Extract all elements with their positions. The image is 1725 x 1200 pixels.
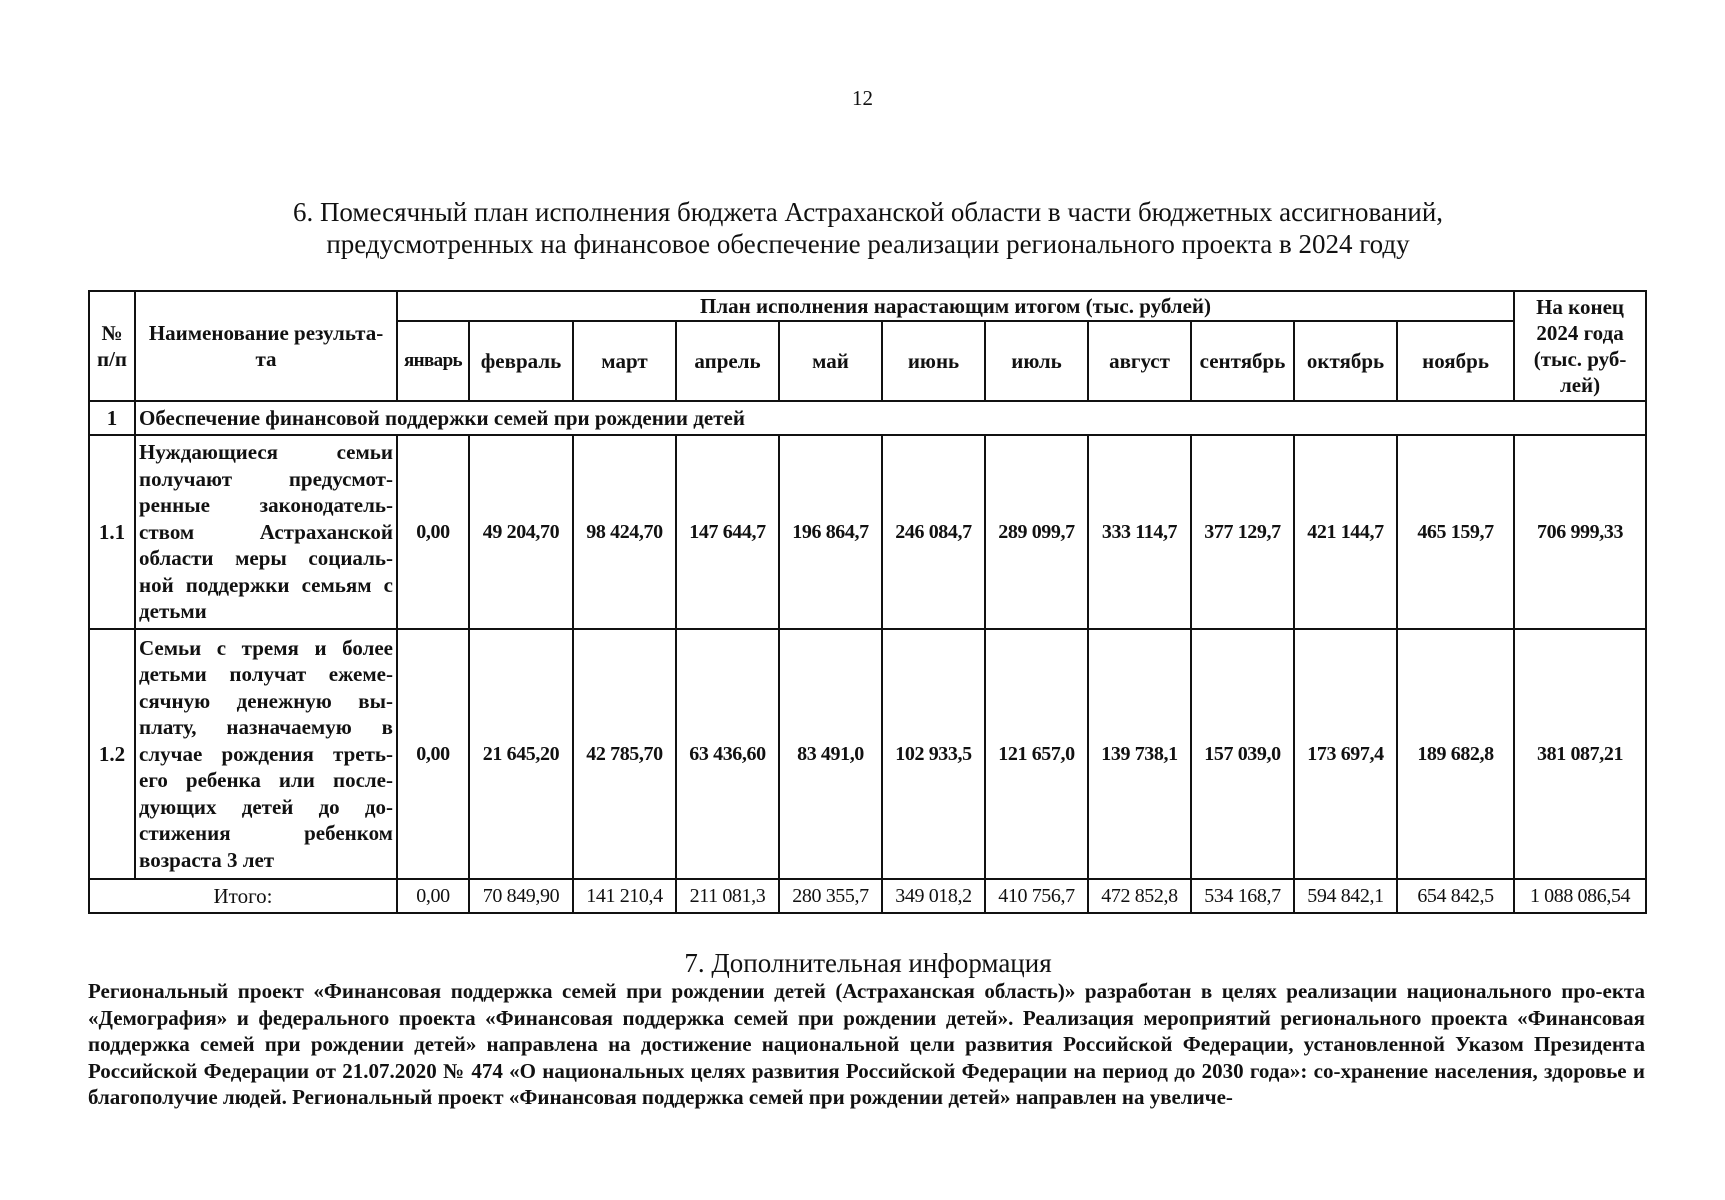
row-value: 157 039,0 [1191,629,1294,879]
header-month: октябрь [1294,321,1397,401]
header-name: Наименование результа-та [135,291,397,401]
row-value: 196 864,7 [779,435,882,629]
row-value: 63 436,60 [676,629,779,879]
row-value: 102 933,5 [882,629,985,879]
row-num: 1.1 [89,435,135,629]
header-month: август [1088,321,1191,401]
row-value: 21 645,20 [469,629,573,879]
section-6-title-line-1: 6. Помесячный план исполнения бюджета Астраханской области в части бюджетных ассигнований, [292,197,1444,227]
total-end-of-year: 1 088 086,54 [1514,879,1646,913]
header-month: сентябрь [1191,321,1294,401]
budget-plan-table [88,290,1647,914]
table-row [89,435,1646,629]
row-value: 377 129,7 [1191,435,1294,629]
row-value: 465 159,7 [1397,435,1514,629]
header-plan-group: План исполнения нарастающим итогом (тыс. рублей) [397,291,1514,321]
total-value: 410 756,7 [985,879,1088,913]
page-number: 12 [852,86,873,110]
total-value: 534 168,7 [1191,879,1294,913]
row-end-of-year: 706 999,33 [1514,435,1646,629]
total-value: 654 842,5 [1397,879,1514,913]
row-name: Семьи с тремя и более детьми получат ежеме-сячную денежную вы-плату, назначаемую в случае рождения треть-его ребенка или после-дующих детей до до-стижения ребенком возраста 3 лет [135,629,397,879]
row-value: 0,00 [397,435,469,629]
total-value: 280 355,7 [779,879,882,913]
row-name: Нуждающиеся семьи получают предусмот-ренные законодатель-ством Астраханской области меры социаль-ной поддержки семьям с детьми [135,435,397,629]
total-value: 472 852,8 [1088,879,1191,913]
section-7-title: 7. Дополнительная информация [684,948,1052,978]
section-row-title: Обеспечение финансовой поддержки семей при рождении детей [135,401,1646,435]
total-value: 349 018,2 [882,879,985,913]
total-value: 141 210,4 [573,879,676,913]
header-month: апрель [676,321,779,401]
header-month: июль [985,321,1088,401]
row-value: 147 644,7 [676,435,779,629]
section-row [89,401,1646,435]
section-7-body: Региональный проект «Финансовая поддержка семей при рождении детей (Астраханская область)» разработан в целях реализации национального про-екта «Демография» и федерального проекта «Финансовая поддержка семей при рождении детей». Реализация мероприятий регионального проекта «Финансовая поддержка семей при рождении детей» направлена на достижение национальной цели развития Российской Федерации, установленной Указом Президента Российской Федерации от 21.07.2020 № 474 «О национальных целях развития Российской Федерации на период до 2030 года»: со-хранение населения, здоровье и благополучие людей. Региональный проект «Финансовая поддержка семей при рождении детей» направлен на увеличе- [88,979,1645,1109]
total-value: 211 081,3 [676,879,779,913]
row-value: 49 204,70 [469,435,573,629]
row-num: 1.2 [89,629,135,879]
section-num: 1 [89,401,135,435]
header-month: ноябрь [1397,321,1514,401]
total-value: 70 849,90 [469,879,573,913]
header-month: май [779,321,882,401]
section-6-title [88,196,1648,260]
header-month: январь [397,321,469,401]
total-value: 0,00 [397,879,469,913]
section-6-title-line-2: предусмотренных на финансовое обеспечение реализации регионального проекта в 2024 году [326,229,1410,259]
header-num: № п/п [89,291,135,401]
row-value: 139 738,1 [1088,629,1191,879]
row-end-of-year: 381 087,21 [1514,629,1646,879]
row-value: 421 144,7 [1294,435,1397,629]
row-value: 121 657,0 [985,629,1088,879]
row-value: 289 099,7 [985,435,1088,629]
total-row [89,879,1646,913]
total-value: 594 842,1 [1294,879,1397,913]
header-month: март [573,321,676,401]
row-value: 0,00 [397,629,469,879]
row-value: 333 114,7 [1088,435,1191,629]
row-value: 42 785,70 [573,629,676,879]
header-month: июнь [882,321,985,401]
header-month: февраль [469,321,573,401]
row-value: 83 491,0 [779,629,882,879]
row-value: 189 682,8 [1397,629,1514,879]
row-value: 98 424,70 [573,435,676,629]
row-value: 173 697,4 [1294,629,1397,879]
header-end-of-year: На конец 2024 года (тыс. руб-лей) [1514,291,1646,401]
table-row [89,629,1646,879]
total-label: Итого: [89,879,397,913]
row-value: 246 084,7 [882,435,985,629]
